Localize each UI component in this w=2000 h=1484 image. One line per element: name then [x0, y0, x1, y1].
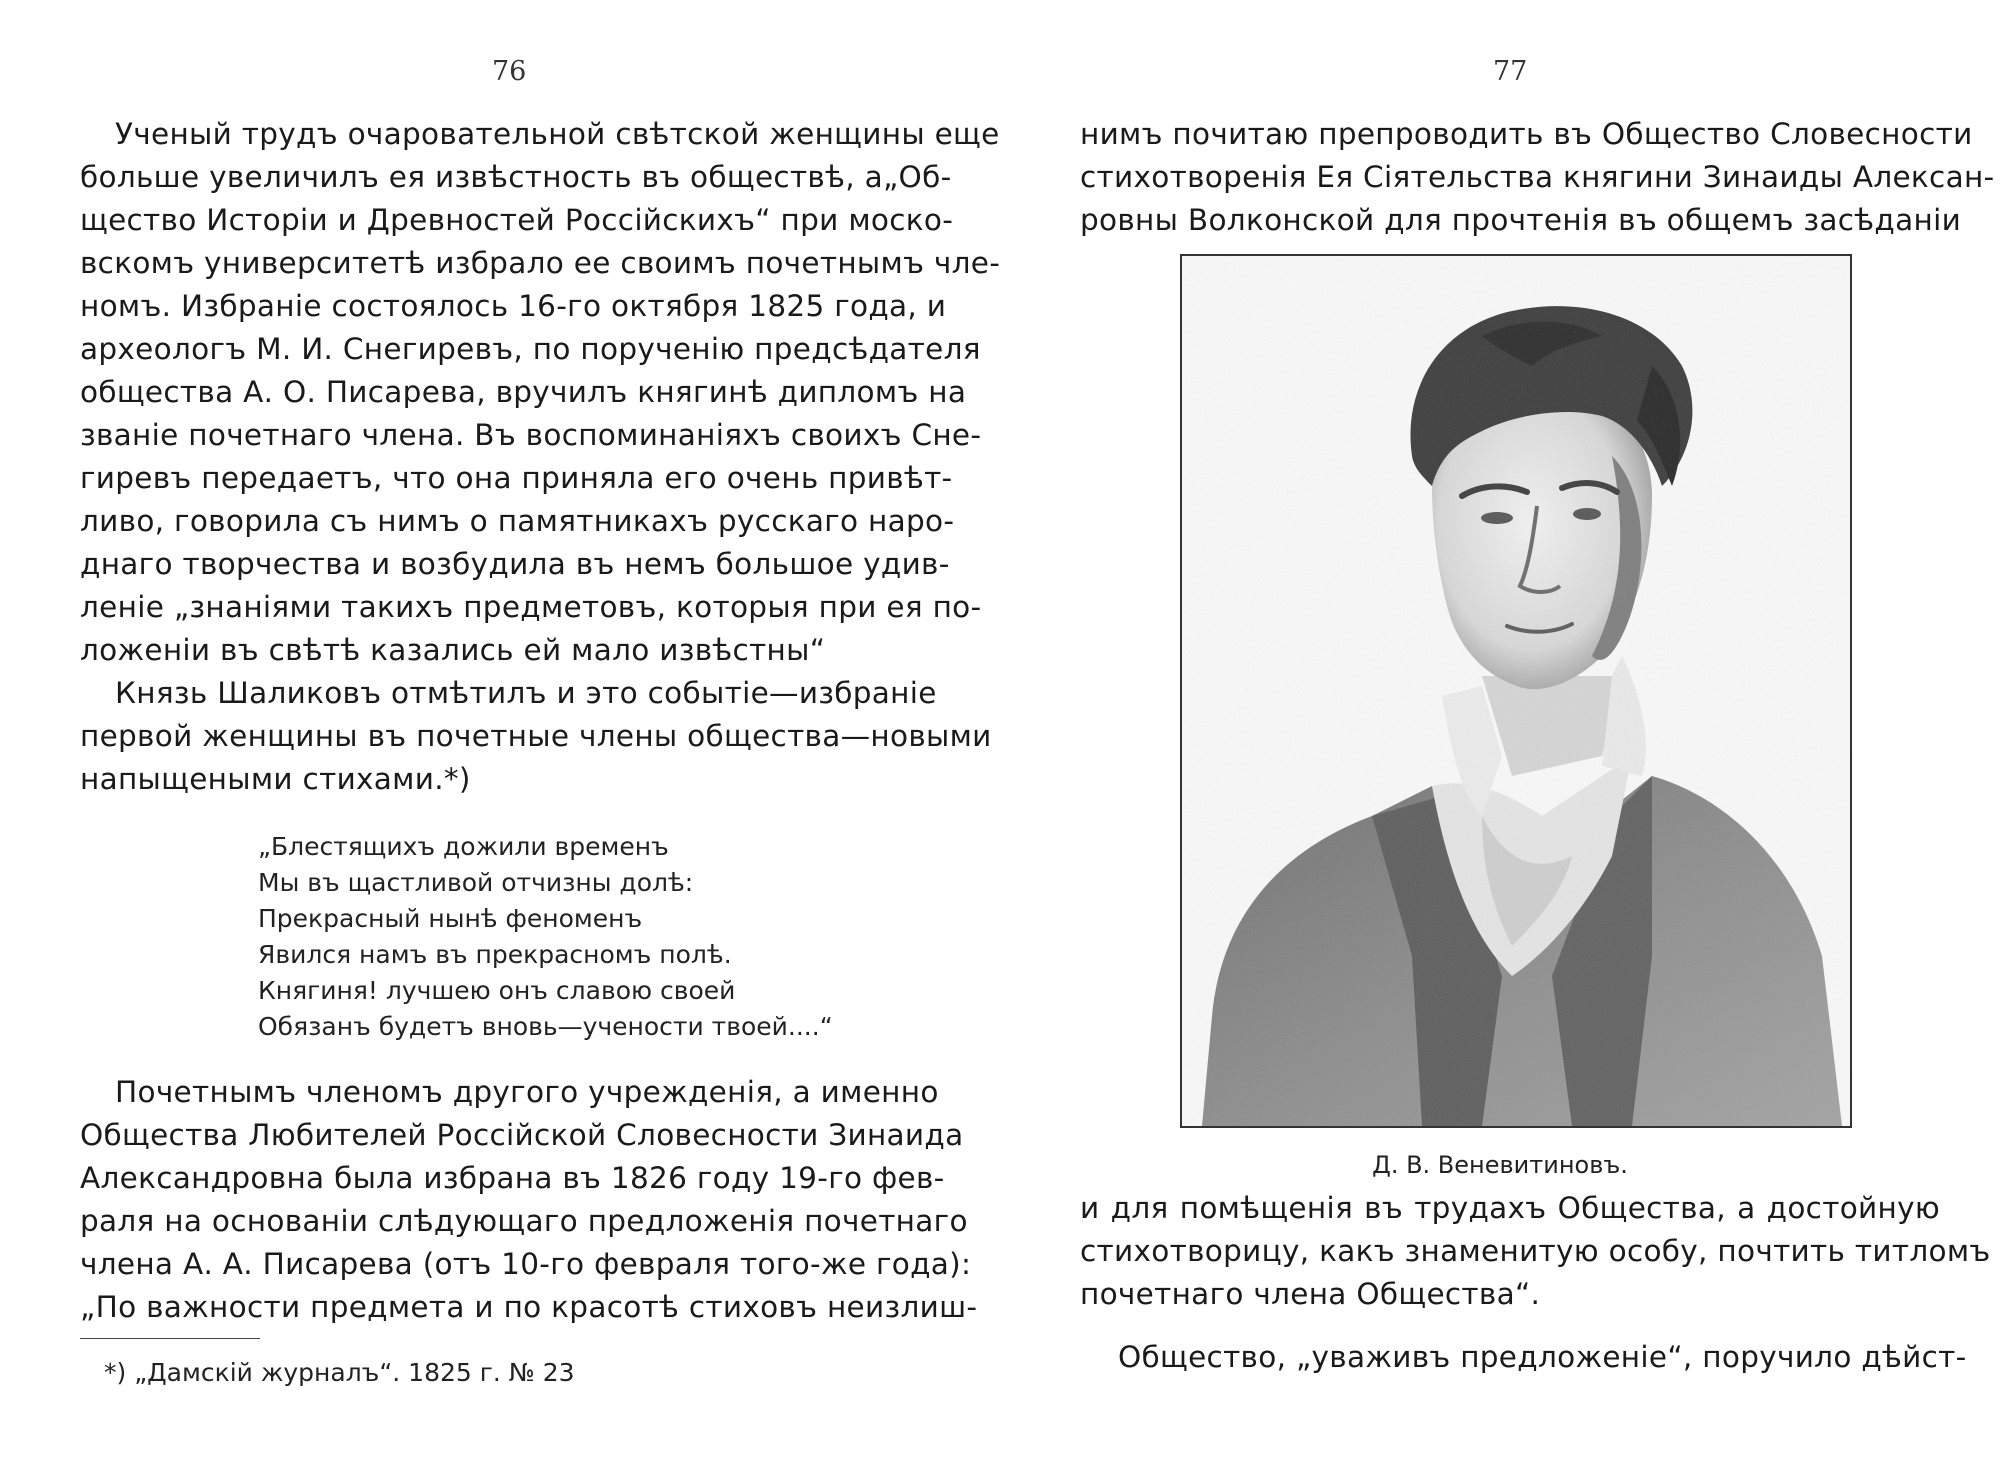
text-line: первой женщины въ почетные члены общества—новыми — [80, 719, 992, 753]
text-line: Князь Шаликовъ отмѣтилъ и это событіе—избраніе — [115, 676, 937, 710]
text-line: Общество, „уваживъ предложеніе“, поручило дѣйст- — [1118, 1340, 1967, 1374]
text-line: общества А. О. Писарева, вручилъ княгинѣ дипломъ на — [80, 375, 967, 409]
text-line: больше увеличилъ ея извѣстность въ обществѣ, а„Об- — [80, 160, 952, 194]
text-line: члена А. А. Писарева (отъ 10-го февраля того-же года): — [80, 1247, 972, 1281]
poem-line: Явился намъ въ прекрасномъ полѣ. — [258, 940, 732, 969]
text-line: напыщеными стихами.*) — [80, 762, 471, 796]
page-number-right: 77 — [1493, 56, 1528, 87]
poem-line: Обязанъ будетъ вновь—учености твоей....“ — [258, 1012, 833, 1041]
text-line: нимъ почитаю препроводить въ Общество Словесности — [1080, 117, 1973, 151]
right-page — [1000, 0, 2000, 1484]
text-line: днаго творчества и возбудила въ немъ большое удив- — [80, 547, 950, 581]
text-line: Ученый трудъ очаровательной свѣтской женщины еще — [115, 117, 1000, 151]
poem-line: Мы въ щастливой отчизны долѣ: — [258, 868, 694, 897]
text-line: ливо, говорила съ нимъ о памятникахъ русскаго наро- — [80, 504, 955, 538]
poem-line: Княгиня! лучшею онъ славою своей — [258, 976, 736, 1005]
text-line: ровны Волконской для прочтенія въ общемъ засѣданіи — [1080, 203, 1962, 237]
poem-line: Прекрасный нынѣ феноменъ — [258, 904, 643, 933]
portrait-illustration — [1182, 256, 1850, 1126]
text-line: Почетнымъ членомъ другого учрежденія, а именно — [115, 1075, 939, 1109]
text-line: леніе „знаніями такихъ предметовъ, которыя при ея по- — [80, 590, 982, 624]
footnote: *) „Дамскій журналъ“. 1825 г. № 23 — [104, 1358, 575, 1387]
text-line: Общества Любителей Россійской Словесности Зинаида — [80, 1118, 964, 1152]
text-line: стихотворицу, какъ знаменитую особу, почтить титломъ — [1080, 1234, 1991, 1268]
text-line: званіе почетнаго члена. Въ воспоминаніяхъ своихъ Сне- — [80, 418, 982, 452]
text-line: археологъ М. И. Снегиревъ, по порученію предсѣдателя — [80, 332, 981, 366]
text-line: ложеніи въ свѣтѣ казались ей мало извѣстны“ — [80, 633, 826, 667]
text-line: и для помѣщенія въ трудахъ Общества, а достойную — [1080, 1191, 1940, 1225]
poem-line: „Блестящихъ дожили временъ — [258, 832, 669, 861]
portrait-caption: Д. В. Веневитиновъ. — [1372, 1151, 1628, 1179]
text-line: Александровна была избрана въ 1826 году 19-го фев- — [80, 1161, 945, 1195]
text-line: номъ. Избраніе состоялось 16-го октября 1825 года, и — [80, 289, 947, 323]
text-line: вскомъ университетѣ избрало ее своимъ почетнымъ чле- — [80, 246, 1001, 280]
text-line: раля на основаніи слѣдующаго предложенія почетнаго — [80, 1204, 968, 1238]
text-line: гиревъ передаетъ, что она приняла его очень привѣт- — [80, 461, 953, 495]
text-line: почетнаго члена Общества“. — [1080, 1277, 1541, 1311]
portrait-image — [1180, 254, 1852, 1128]
page-number-left: 76 — [492, 56, 527, 87]
text-line: щество Исторіи и Древностей Россійскихъ“ при моско- — [80, 203, 954, 237]
footnote-divider — [80, 1338, 260, 1339]
text-line: стихотворенія Ея Сіятельства княгини Зинаиды Алексан- — [1080, 160, 1995, 194]
text-line: „По важности предмета и по красотѣ стиховъ неизлиш- — [80, 1290, 978, 1324]
